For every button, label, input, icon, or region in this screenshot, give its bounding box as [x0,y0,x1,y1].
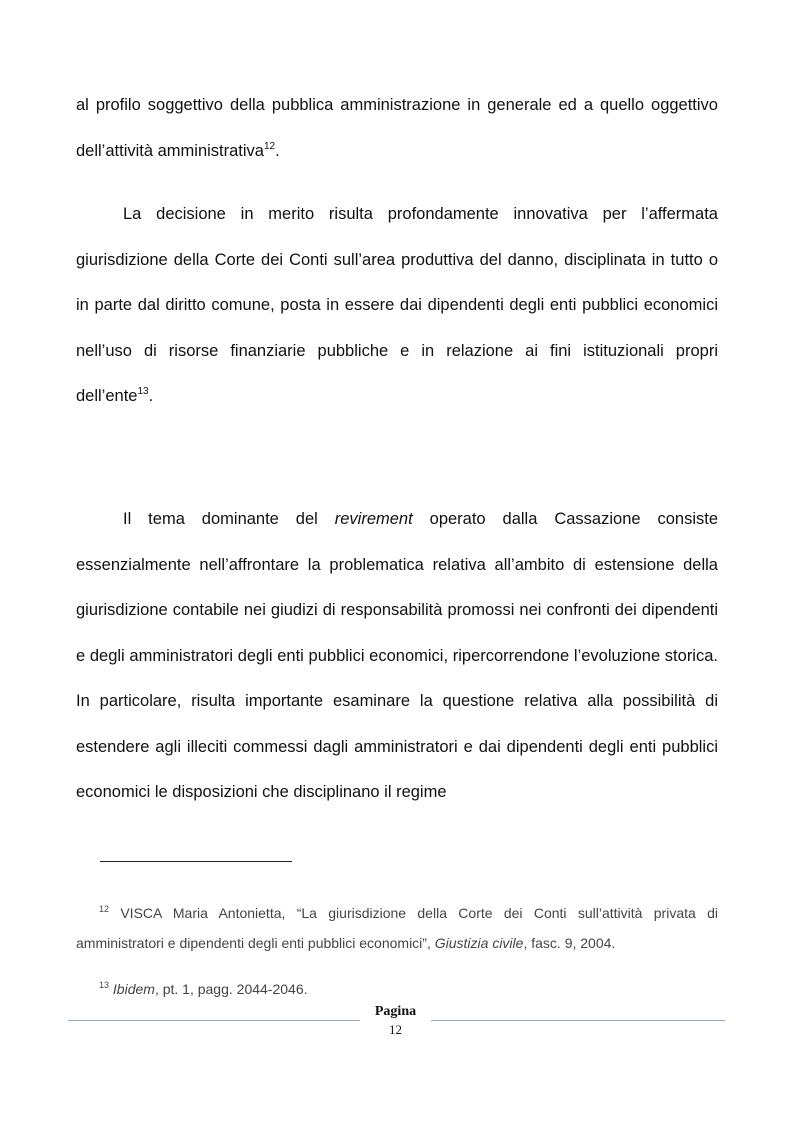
footnote-text-before: VISCA Maria Antonietta, “La giurisdizione della Corte dei Conti sull’attività privata di amministratori e dipendenti degli enti pubblici economici”, [76,905,718,951]
paragraph-text-after: operato dalla Cassazione consiste essenzialmente nell’affrontare la problematica relativa all’ambito di estensione della giurisdizione contabile nei giudizi di responsabilità promossi nei confronti dei dipendenti e degli amministratori degli enti pubblici economici, ripercorrendone l’evoluzione storica. In particolare, risulta importante esaminare la questione relativa alla possibilità di estendere agli illeciti commessi dagli amministratori e dai dipendenti degli enti pubblici economici le disposizioni che disciplinano il regime [76,510,719,801]
footer-rule-right [431,1020,725,1021]
paragraph-tail: . [275,141,280,160]
footnote-separator [100,861,292,862]
paragraph-tail: . [148,387,154,405]
footnote-text-after: , pt. 1, pagg. 2044-2046. [154,981,308,997]
footnote-number: 12 [99,904,110,914]
footnote-italic: Giustizia civile [434,935,524,951]
footnote-12 [76,898,718,958]
page-number: 12 [389,1022,402,1037]
footnote-ref-13[interactable]: 13 [137,386,149,397]
paragraph-text-before: Il tema dominante del [123,510,335,528]
page-footer [68,1003,725,1043]
footnote-ref-12[interactable]: 12 [263,140,276,152]
paragraph-2 [76,192,718,420]
paragraph-text: La decisione in merito risulta profondamente innovativa per l’affermata giurisdizione della Corte dei Conti sull’area produttiva del danno, disciplinata in tutto o in parte dal diritto comune, posta in essere dai dipendenti degli enti pubblici economici nell’uso di risorse finanziarie pubbliche e in relazione ai fini istituzionali propri dell’ente [76,205,718,405]
paragraph-1 [76,83,718,174]
footnote-italic: Ibidem [112,981,155,997]
italic-term: revirement [334,510,413,528]
footnote-text-after: , fasc. 9, 2004. [523,935,616,951]
footnote-number: 13 [99,980,110,990]
page-label: Pagina [374,1004,417,1019]
footer-rule-left [68,1020,360,1021]
paragraph-3 [76,497,718,816]
footnote-13 [76,974,718,1004]
paragraph-text: al profilo soggettivo della pubblica amministrazione in generale ed a quello oggettivo dell’attività amministrativa [76,96,718,160]
